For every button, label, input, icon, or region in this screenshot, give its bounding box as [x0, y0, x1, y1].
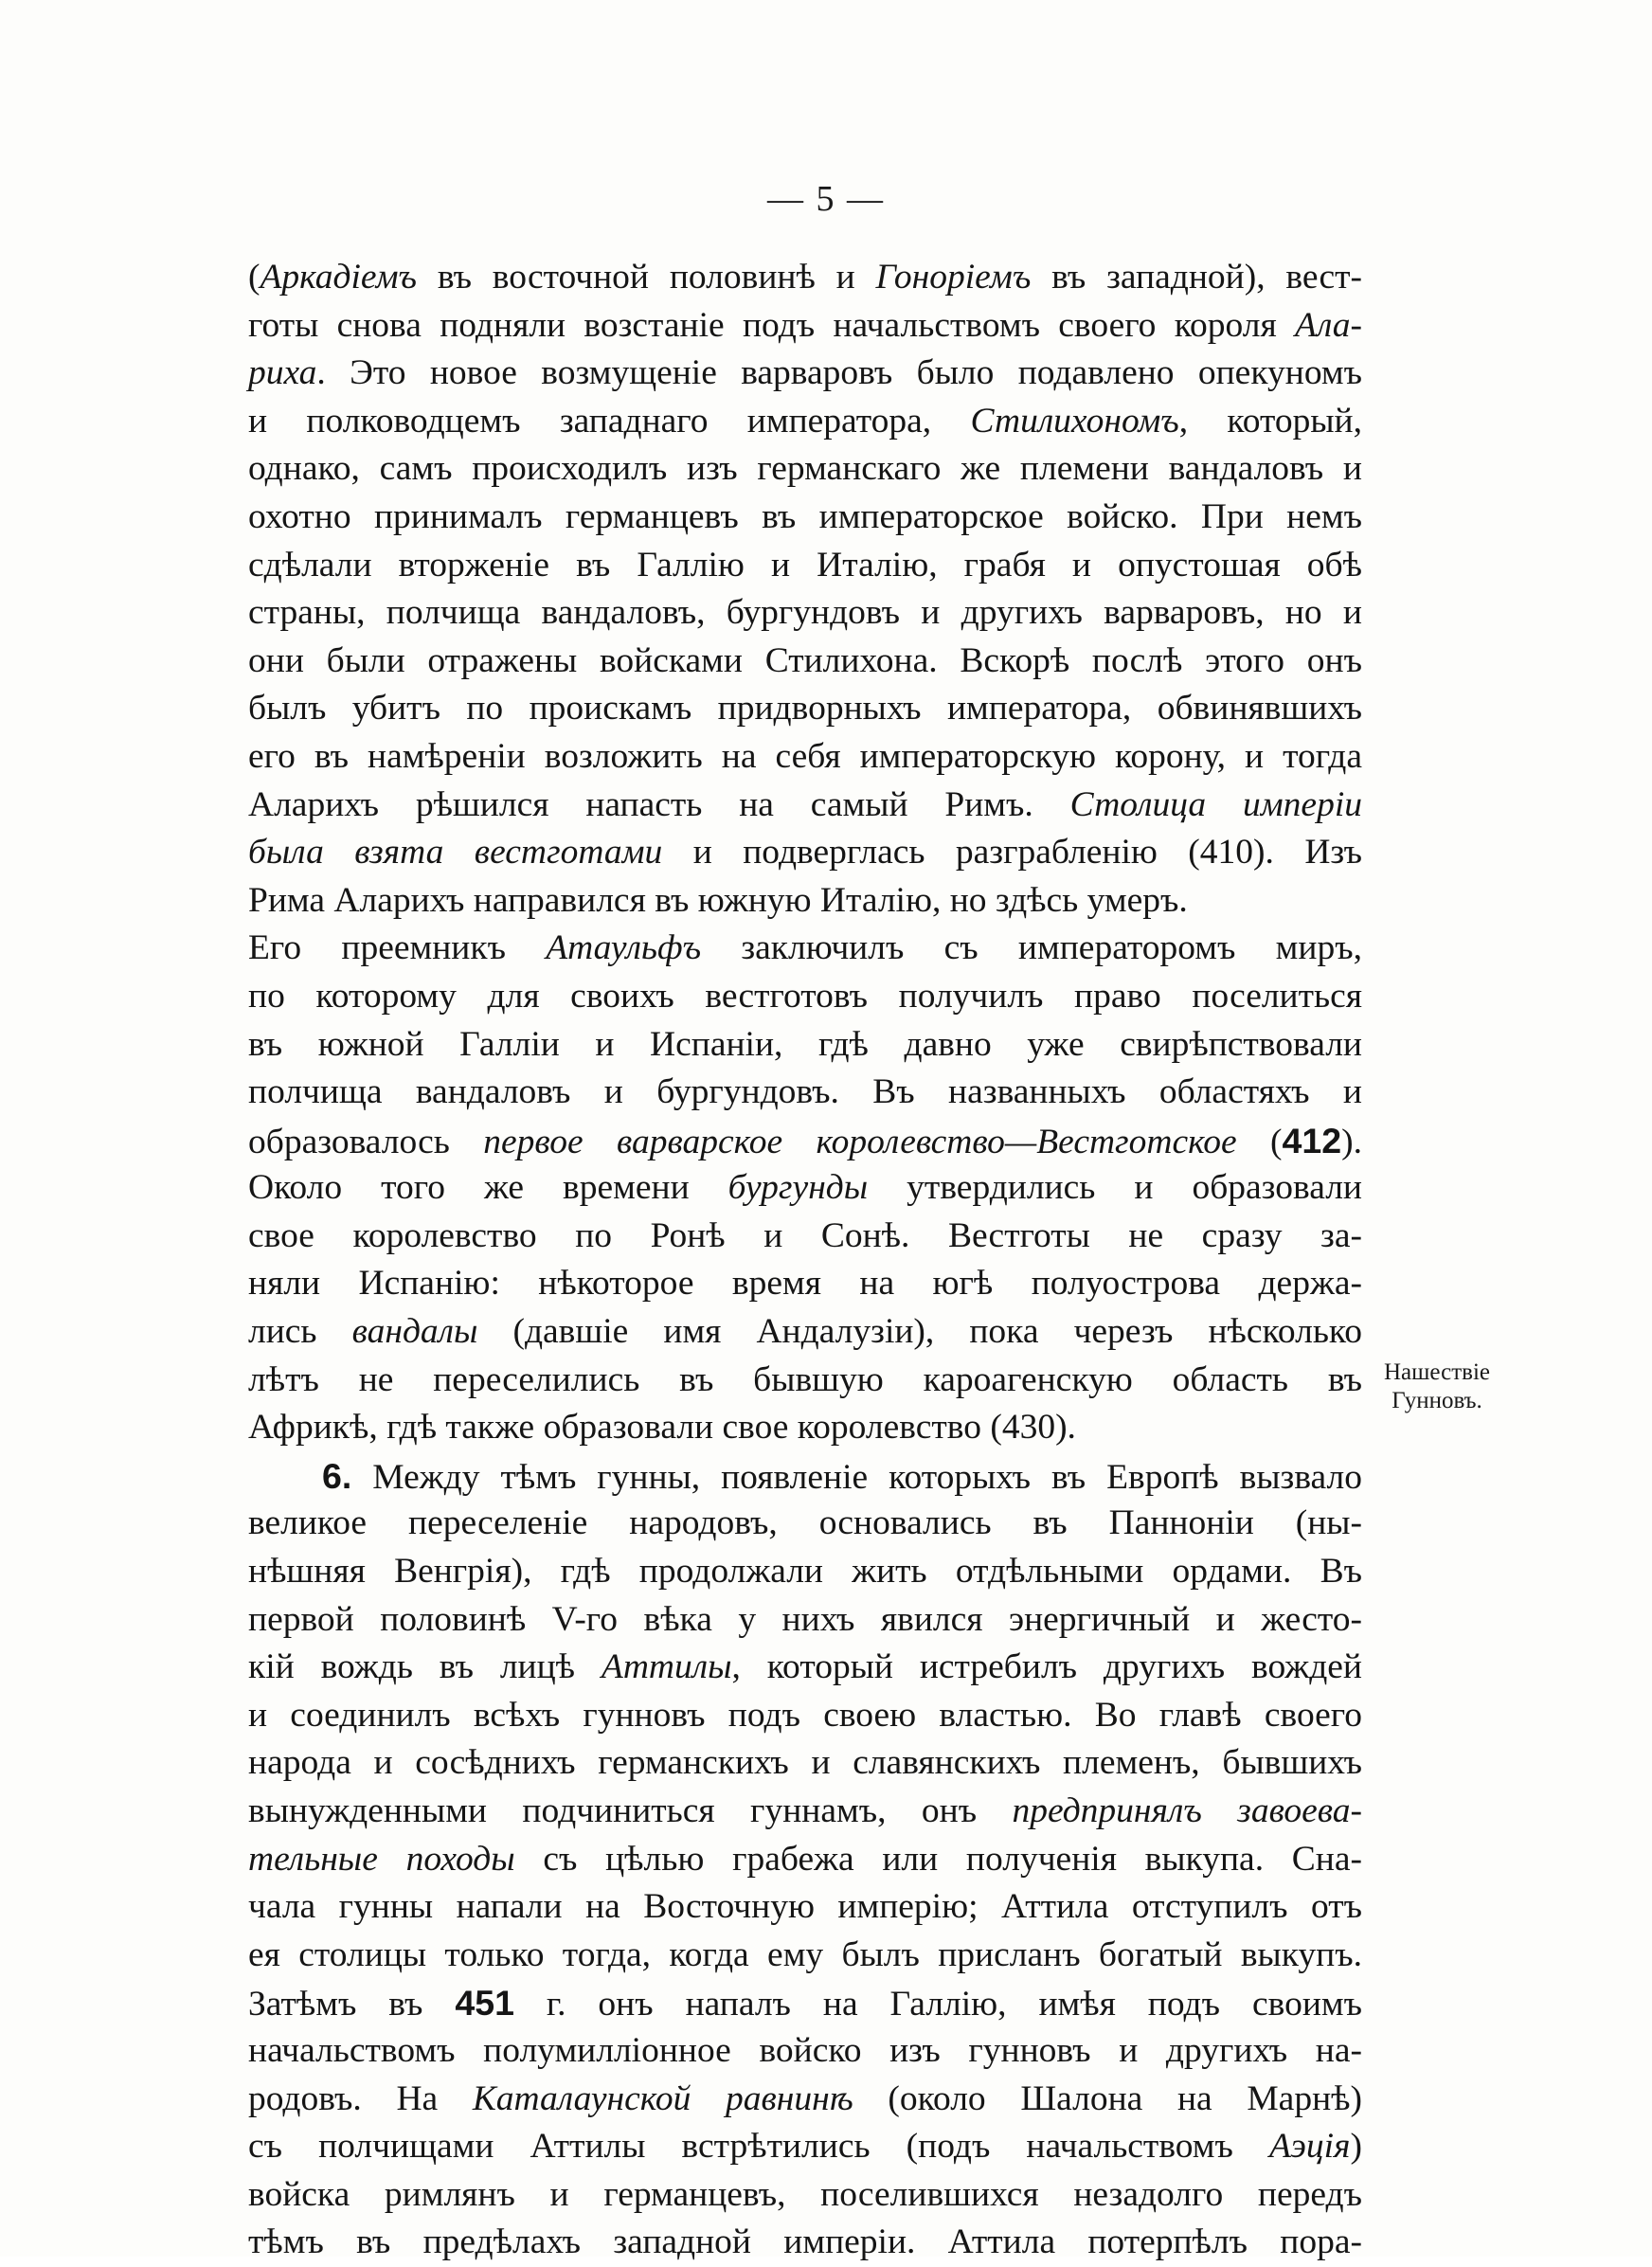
text-run: . Это новое возмущеніе варваровъ было подавлено опекуномъ [316, 353, 1362, 393]
text-line [248, 302, 1362, 351]
italic-term: первое варварское королевство—Вестготское [483, 1122, 1237, 1161]
text-line [248, 2027, 1362, 2076]
text-run: и подверглась разграбленію (410). Изъ [662, 833, 1362, 873]
text-line [248, 589, 1362, 638]
marginal-note-line: Нашествіе [1384, 1359, 1490, 1385]
text-line [248, 733, 1362, 782]
text-line [248, 1357, 1362, 1405]
text-line [248, 1644, 1362, 1692]
italic-term: предпринялъ завоева- [1012, 1791, 1363, 1830]
text-line [248, 638, 1362, 686]
text-run: заключилъ съ императоромъ миръ, [701, 928, 1362, 968]
text-run: утвердились и образовали [868, 1168, 1362, 1208]
text-run: начальствомъ полумилліонное войско изъ гунновъ и другихъ на- [248, 2030, 1362, 2070]
text-run: въ западной), вест- [1031, 258, 1362, 297]
page-number: — 5 — [767, 179, 885, 219]
text-run: народа и сосѣднихъ германскихъ и славянскихъ племенъ, бывшихъ [248, 1743, 1362, 1783]
text-run: Аларихъ рѣшился напасть на самый Римъ. [248, 784, 1070, 824]
text-run: (давшіе имя Андалузіи), пока черезъ нѣсколько [477, 1312, 1362, 1352]
text-run: чала гунны напали на Восточную имперію; Аттила отступилъ отъ [248, 1887, 1362, 1927]
text-run: съ полчищами Аттилы встрѣтились (подъ начальствомъ [248, 2127, 1270, 2167]
text-line [248, 445, 1362, 494]
text-run: Его преемникъ [248, 928, 547, 968]
text-line [248, 2219, 1362, 2267]
italic-term: Стилихономъ [970, 401, 1179, 441]
italic-term: Аэція [1269, 2127, 1351, 2167]
italic-term: Столица имперіи [1069, 784, 1362, 824]
text-line [248, 1404, 1362, 1452]
text-line [248, 2171, 1362, 2220]
text-run: Африкѣ, гдѣ также образовали свое королевство (430). [248, 1408, 1076, 1448]
text-run: Затѣмъ въ [248, 1985, 456, 2024]
text-run: лись [248, 1312, 352, 1352]
text-run: Около того же времени [248, 1168, 728, 1208]
italic-term: была взята вестготами [248, 833, 663, 873]
text-run: няли Испанію: нѣкоторое время на югѣ полуострова держа- [248, 1264, 1362, 1304]
italic-term: вандалы [351, 1312, 478, 1352]
text-line [248, 254, 1362, 302]
text-run: ( [1236, 1122, 1283, 1161]
text-line [248, 398, 1362, 446]
text-line [248, 973, 1362, 1021]
text-run: , который истребилъ другихъ вождей [731, 1647, 1362, 1687]
body-text [248, 254, 1362, 2267]
text-run: и полководцемъ западнаго императора, [248, 401, 971, 441]
text-line [248, 1883, 1362, 1932]
bold-year: 451 [455, 1983, 514, 2024]
text-line [248, 542, 1362, 590]
section-number: 6. [322, 1455, 352, 1496]
text-run: ( [248, 258, 260, 297]
text-run: кій вождь въ лицѣ [248, 1647, 602, 1687]
text-line [248, 1500, 1362, 1548]
text-run: Рима Аларихъ направился въ южную Италію, но здѣсь умеръ. [248, 880, 1188, 920]
text-line [248, 494, 1362, 542]
italic-term: Каталаунской равнинѣ [472, 2078, 853, 2118]
text-line [248, 1788, 1362, 1836]
text-line [248, 877, 1362, 926]
text-run: , который, [1178, 401, 1363, 441]
text-line [248, 1979, 1362, 2027]
text-line [248, 1021, 1362, 1070]
italic-term: тельные походы [248, 1839, 515, 1879]
text-line [248, 1164, 1362, 1213]
text-run: лѣтъ не переселились въ бывшую кароагенскую область въ [248, 1359, 1362, 1399]
text-line [248, 1452, 1362, 1501]
text-run: нѣшняя Венгрія), гдѣ продолжали жить отдѣльными ордами. Въ [248, 1552, 1362, 1592]
text-run: войска римлянъ и германцевъ, поселившихся незадолго передъ [248, 2174, 1362, 2214]
text-line [248, 1117, 1362, 1165]
text-run: сдѣлали вторженіе въ Галлію и Италію, грабя и опустошая обѣ [248, 545, 1362, 585]
marginal-note-line: Гунновъ. [1392, 1388, 1482, 1413]
text-run: г. онъ напалъ на Галлію, имѣя подъ своимъ [513, 1985, 1363, 2024]
text-line [248, 1548, 1362, 1596]
italic-term: Гоноріемъ [875, 258, 1032, 297]
text-run: родовъ. На [248, 2078, 473, 2118]
text-run: полчища вандаловъ и бургундовъ. Въ названныхъ областяхъ и [248, 1072, 1362, 1112]
text-line [248, 685, 1362, 733]
text-run: по которому для своихъ вестготовъ получилъ право поселиться [248, 976, 1362, 1016]
text-line [248, 925, 1362, 973]
text-line [248, 1260, 1362, 1308]
text-line [248, 1932, 1362, 1980]
text-run: въ восточной половинѣ и [417, 258, 876, 297]
text-run: ) [1350, 2127, 1362, 2167]
text-run: они были отражены войсками Стилихона. Вскорѣ послѣ этого онъ [248, 640, 1362, 680]
text-line [248, 2076, 1362, 2124]
text-run: вынужденными подчиниться гуннамъ, онъ [248, 1791, 1013, 1830]
bold-year: 412 [1282, 1120, 1342, 1160]
text-run: ея столицы только тогда, когда ему былъ присланъ богатый выкупъ. [248, 1934, 1362, 1974]
italic-term: Ала- [1295, 305, 1362, 345]
text-run: однако, самъ происходилъ изъ германскаго же племени вандаловъ и [248, 449, 1362, 489]
text-line [248, 1739, 1362, 1788]
text-run: свое королевство по Ронѣ и Сонѣ. Вестготы не сразу за- [248, 1215, 1362, 1255]
text-run: и соединилъ всѣхъ гунновъ подъ своею властью. Во главѣ своего [248, 1695, 1362, 1735]
text-run: охотно принималъ германцевъ въ императорское войско. При немъ [248, 496, 1362, 536]
text-run: великое переселеніе народовъ, основались въ Панноніи (ны- [248, 1503, 1362, 1543]
text-run: тѣмъ въ предѣлахъ западной имперіи. Аттила потерпѣлъ пора- [248, 2222, 1362, 2262]
italic-term: бургунды [727, 1168, 869, 1208]
text-line [248, 2123, 1362, 2171]
text-run: готы снова подняли возстаніе подъ начальствомъ своего короля [248, 305, 1296, 345]
text-line [248, 1596, 1362, 1645]
text-line [248, 1692, 1362, 1740]
italic-term: Атаульфъ [546, 928, 702, 968]
text-line [248, 1308, 1362, 1357]
text-line [248, 1213, 1362, 1261]
text-run: страны, полчища вандаловъ, бургундовъ и другихъ варваровъ, но и [248, 593, 1362, 633]
text-line [248, 1069, 1362, 1117]
text-line [248, 1836, 1362, 1884]
text-run: съ цѣлью грабежа или полученія выкупа. Сна- [514, 1839, 1363, 1879]
text-run: (около Шалона на Марнѣ) [853, 2078, 1362, 2118]
italic-term: риха [248, 353, 317, 393]
text-run: былъ убитъ по проискамъ придворныхъ императора, обвинявшихъ [248, 689, 1362, 729]
text-run: образовалось [248, 1122, 484, 1161]
text-run: Между тѣмъ гунны, появленіе которыхъ въ Европѣ вызвало [351, 1457, 1362, 1497]
marginal-note [1375, 1358, 1499, 1415]
text-line [248, 350, 1362, 398]
text-line [248, 829, 1362, 877]
text-run: его въ намѣреніи возложить на себя императорскую корону, и тогда [248, 736, 1362, 776]
italic-term: Аттилы [601, 1647, 732, 1687]
text-run: ). [1341, 1122, 1362, 1161]
text-run: первой половинѣ V-го вѣка у нихъ явился энергичный и жесто- [248, 1599, 1362, 1639]
text-line [248, 782, 1362, 830]
text-run: въ южной Галліи и Испаніи, гдѣ давно уже свирѣпствовали [248, 1024, 1362, 1064]
italic-term: Аркадіемъ [260, 258, 418, 297]
